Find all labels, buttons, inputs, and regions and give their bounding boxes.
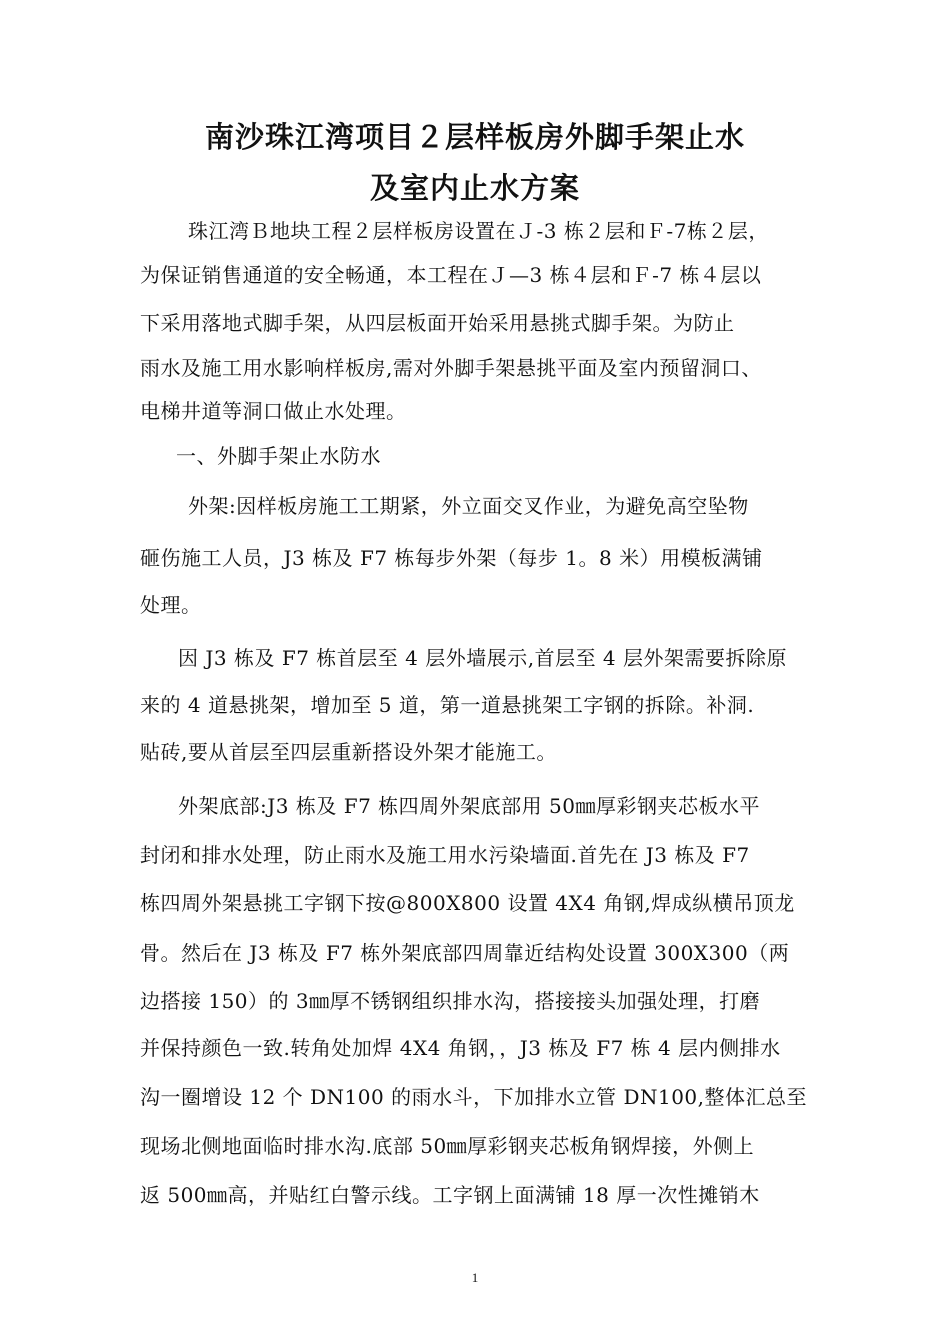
document-title-line-1: 南沙珠江湾项目２层样板房外脚手架止水: [204, 120, 745, 154]
paragraph-4-line-8: 现场北侧地面临时排水沟.底部 50㎜厚彩钢夹芯板角钢焊接，外侧上: [140, 1134, 755, 1158]
paragraph-1-line-1: 珠江湾Ｂ地块工程２层样板房设置在Ｊ-3 栋２层和Ｆ-7栋２层，: [188, 219, 769, 243]
paragraph-4-line-6: 并保持颜色一致.转角处加焊 4X4 角钢，，J3 栋及 F7 栋 4 层内侧排水: [140, 1036, 781, 1060]
paragraph-3-line-1: 因 J3 栋及 F7 栋首层至 4 层外墙展示,首层至 4 层外架需要拆除原: [178, 646, 788, 670]
paragraph-2-line-2: 砸伤施工人员，J3 栋及 F7 栋每步外架（每步 1。8 米）用模板满铺: [140, 546, 763, 570]
paragraph-2-line-3: 处理。: [140, 593, 202, 617]
paragraph-1-line-3: 下采用落地式脚手架，从四层板面开始采用悬挑式脚手架。为防止: [140, 311, 735, 335]
paragraph-4-line-4: 骨。然后在 J3 栋及 F7 栋外架底部四周靠近结构处设置 300X300（两: [140, 941, 790, 965]
paragraph-1-line-2: 为保证销售通道的安全畅通，本工程在Ｊ—3 栋４层和Ｆ-7 栋４层以: [140, 263, 762, 287]
paragraph-2-line-1: 外架:因样板房施工工期紧，外立面交叉作业，为避免高空坠物: [188, 494, 749, 518]
paragraph-1-line-4: 雨水及施工用水影响样板房,需对外脚手架悬挑平面及室内预留洞口、: [140, 356, 762, 380]
paragraph-4-line-9: 返 500㎜高，并贴红白警示线。工字钢上面满铺 18 厚一次性摊销木: [140, 1183, 760, 1207]
document-title-line-2: 及室内止水方案: [369, 171, 580, 205]
paragraph-3-line-3: 贴砖,要从首层至四层重新搭设外架才能施工。: [140, 740, 557, 764]
page-number: 1: [471, 1270, 479, 1285]
paragraph-4-line-7: 沟一圈增设 12 个 DN100 的雨水斗，下加排水立管 DN100,整体汇总至: [140, 1085, 808, 1109]
paragraph-4-line-3: 栋四周外架悬挑工字钢下按@800X800 设置 4X4 角钢,焊成纵横吊顶龙: [140, 891, 795, 915]
paragraph-4-line-5: 边搭接 150）的 3㎜厚不锈钢组织排水沟，搭接接头加强处理，打磨: [140, 989, 761, 1013]
paragraph-3-line-2: 来的 4 道悬挑架，增加至 5 道，第一道悬挑架工字钢的拆除。补洞.: [140, 693, 755, 717]
paragraph-4-line-2: 封闭和排水处理，防止雨水及施工用水污染墙面.首先在 J3 栋及 F7: [140, 843, 750, 867]
section-heading-1: 一、外脚手架止水防水: [176, 444, 381, 468]
paragraph-1-line-5: 电梯井道等洞口做止水处理。: [140, 399, 407, 423]
paragraph-4-line-1: 外架底部:J3 栋及 F7 栋四周外架底部用 50㎜厚彩钢夹芯板水平: [178, 794, 760, 818]
